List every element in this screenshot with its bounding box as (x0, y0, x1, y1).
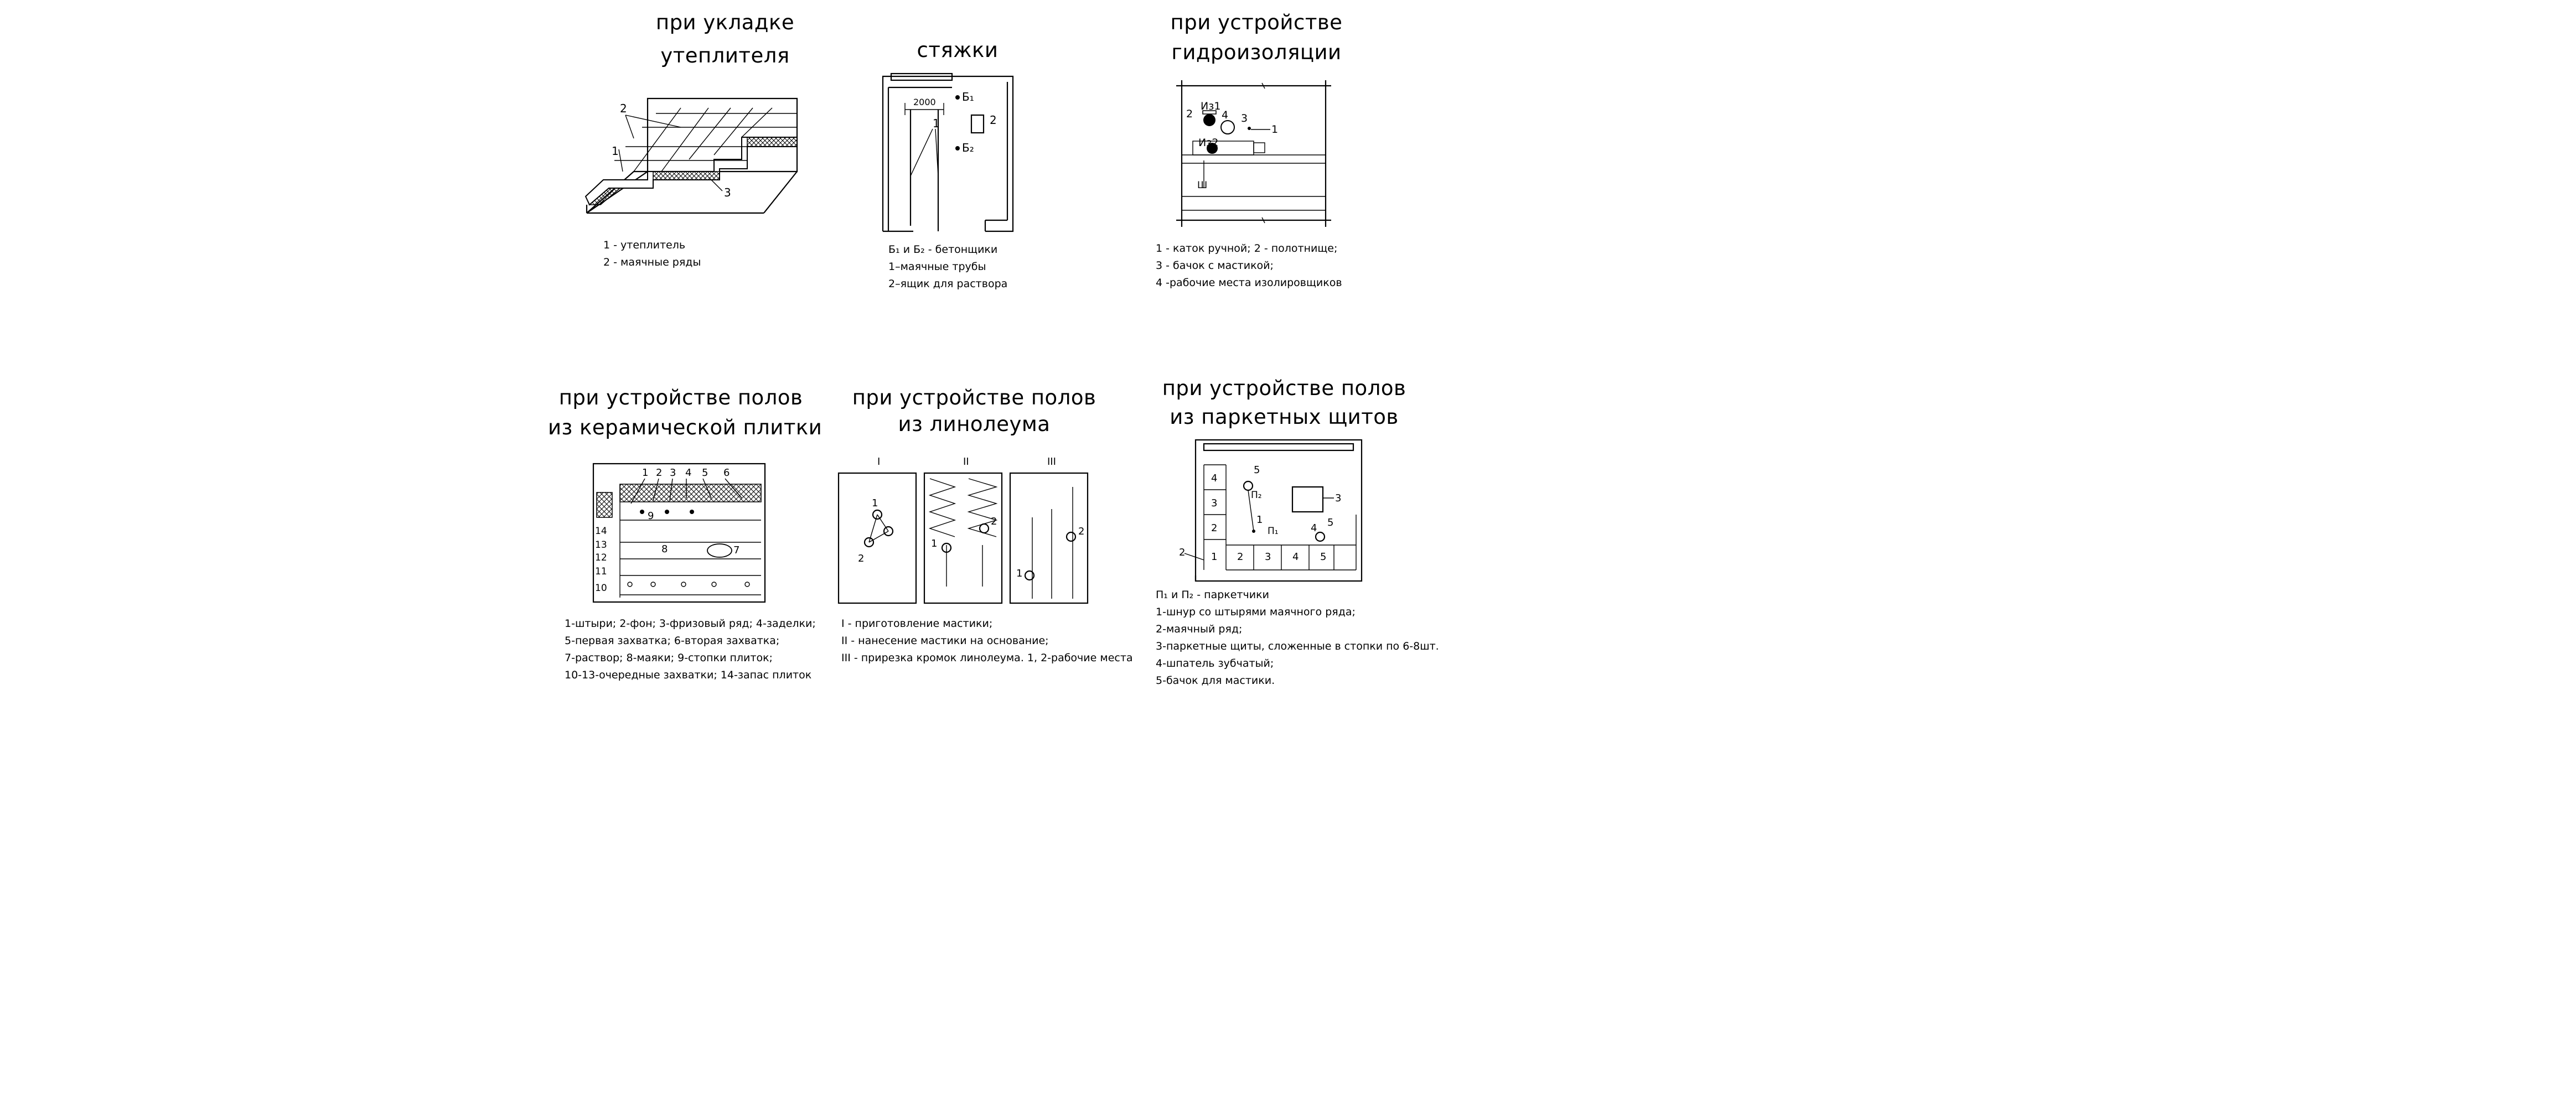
ceramic-callout-10: 10 (595, 583, 607, 594)
insulation-callout-3: 3 (724, 186, 731, 199)
waterproofing-callout-1: 1 (1271, 123, 1279, 136)
ceramic-callout-13: 13 (595, 539, 607, 551)
waterproofing-legend-item: 3 - бачок с мастикой; (1156, 260, 1274, 272)
parquet-callout-row-2: 2 (1237, 551, 1244, 563)
parquet-callout-row-5: 5 (1320, 551, 1327, 563)
ceramic-callout-12: 12 (595, 552, 607, 563)
linoleum-title-line1: при устройстве полов (852, 386, 1096, 409)
parquet-callout-4b: 4 (1311, 522, 1317, 534)
ceramic-title-line2: из керамической плитки (548, 416, 823, 439)
waterproofing-callout-iz1: Из1 (1201, 100, 1221, 112)
insulation-title-line2: утеплителя (660, 44, 790, 68)
linoleum-column-II: II (963, 456, 969, 468)
screed-legend-item: 1–маячные трубы (888, 261, 986, 273)
linoleum-diagram (836, 454, 1096, 609)
screed-callout-2: 2 (990, 113, 997, 127)
waterproofing-title-line1: при устройстве (1170, 11, 1343, 34)
ceramic-callout-7: 7 (733, 544, 740, 556)
screed-legend-item: 2–ящик для раствора (888, 278, 1008, 290)
ceramic-legend-item: 5-первая захватка; 6-вторая захватка; (565, 635, 780, 647)
parquet-title-line2: из паркетных щитов (1170, 405, 1399, 429)
insulation-legend-item: 1 - утеплитель (603, 239, 686, 251)
ceramic-callout-1: 1 (642, 467, 649, 479)
screed-dimension: 2000 (913, 97, 936, 107)
linoleum-callout-1b: 1 (931, 538, 938, 549)
ceramic-legend-item: 10-13-очередные захватки; 14-запас плиток (565, 669, 812, 681)
screed-diagram (880, 71, 1024, 237)
screed-callout-b1: Б₁ (962, 90, 974, 103)
ceramic-title-line1: при устройстве полов (558, 386, 803, 409)
linoleum-legend-item: III - прирезка кромок линолеума. 1, 2-рабочие места (841, 652, 1133, 664)
parquet-callout-3b: 3 (1335, 492, 1342, 504)
waterproofing-legend-item: 4 -рабочие места изолировщиков (1156, 277, 1342, 289)
parquet-callout-3a: 3 (1211, 497, 1218, 509)
waterproofing-diagram (1171, 77, 1337, 227)
linoleum-callout-1c: 1 (1016, 568, 1023, 579)
ceramic-legend-item: 7-раствор; 8-маяки; 9-стопки плиток; (565, 652, 773, 664)
linoleum-callout-2a: 2 (858, 553, 865, 564)
parquet-callout-p2: П₂ (1251, 490, 1262, 501)
insulation-callout-2: 2 (620, 102, 627, 115)
linoleum-legend-item: I - приготовление мастики; (841, 618, 993, 630)
parquet-callout-row-4: 4 (1292, 551, 1299, 563)
parquet-callout-4a: 4 (1211, 473, 1218, 484)
parquet-title-line1: при устройстве полов (1162, 376, 1406, 400)
screed-callout-b2: Б₂ (962, 141, 974, 154)
ceramic-callout-9: 9 (648, 510, 654, 522)
linoleum-legend (841, 615, 1133, 667)
ceramic-callout-8: 8 (661, 543, 668, 555)
parquet-callout-5a: 5 (1254, 464, 1260, 476)
insulation-legend (603, 237, 701, 271)
waterproofing-legend (1156, 240, 1342, 292)
parquet-legend (1156, 587, 1439, 689)
parquet-legend-item: 5-бачок для мастики. (1156, 675, 1275, 687)
parquet-legend-item: 3-паркетные щиты, сложенные в стопки по 6-8шт. (1156, 640, 1439, 652)
parquet-callout-1b: 1 (1256, 514, 1263, 526)
waterproofing-callout-iz2: Из2 (1198, 137, 1219, 149)
ceramic-diagram (587, 459, 775, 609)
waterproofing-callout-3: 3 (1241, 112, 1248, 124)
insulation-callout-1: 1 (612, 144, 619, 158)
waterproofing-callout-4: 4 (1222, 109, 1229, 121)
ceramic-legend-item: 1-штыри; 2-фон; 3-фризовый ряд; 4-заделки; (565, 618, 816, 630)
screed-callout-1: 1 (933, 117, 940, 130)
insulation-diagram (581, 94, 814, 221)
insulation-title-line1: при укладке (655, 11, 795, 34)
ceramic-callout-4: 4 (685, 467, 692, 479)
ceramic-callout-3: 3 (670, 467, 676, 479)
ceramic-callout-5: 5 (702, 467, 708, 479)
screed-legend-item: Б₁ и Б₂ - бетонщики (888, 243, 998, 256)
parquet-callout-p1: П₁ (1268, 526, 1279, 537)
waterproofing-legend-item: 1 - каток ручной; 2 - полотнище; (1156, 242, 1338, 255)
parquet-callout-row-3: 3 (1265, 551, 1271, 563)
parquet-legend-item: 1-шнур со штырями маячного ряда; (1156, 606, 1356, 618)
linoleum-title-line2: из линолеума (898, 412, 1051, 436)
parquet-legend-item: 4-шпатель зубчатый; (1156, 657, 1274, 670)
ceramic-legend (565, 615, 816, 684)
parquet-callout-2b: 2 (1179, 547, 1186, 558)
parquet-diagram (1173, 437, 1384, 587)
screed-title: стяжки (917, 38, 999, 62)
linoleum-callout-2c: 2 (1078, 526, 1085, 537)
linoleum-callout-1a: 1 (872, 497, 878, 509)
linoleum-column-I: I (877, 456, 881, 468)
ceramic-callout-2: 2 (656, 467, 663, 479)
waterproofing-callout-2: 2 (1186, 108, 1193, 120)
parquet-legend-item: 2-маячный ряд; (1156, 623, 1243, 635)
waterproofing-callout-sh: Ш (1197, 180, 1208, 191)
ceramic-callout-11: 11 (595, 566, 607, 577)
linoleum-column-III: III (1047, 456, 1056, 468)
ceramic-callout-14: 14 (595, 526, 607, 537)
parquet-callout-1: 1 (1211, 551, 1218, 563)
waterproofing-title-line2: гидроизоляции (1171, 40, 1342, 64)
linoleum-legend-item: II - нанесение мастики на основание; (841, 635, 1049, 647)
parquet-callout-5b: 5 (1327, 517, 1334, 528)
insulation-legend-item: 2 - маячные ряды (603, 256, 701, 268)
linoleum-callout-2b: 2 (991, 516, 997, 527)
screed-legend (888, 241, 1007, 293)
ceramic-callout-6: 6 (723, 467, 730, 479)
parquet-legend-item: П₁ и П₂ - паркетчики (1156, 589, 1269, 601)
parquet-callout-2a: 2 (1211, 522, 1218, 534)
